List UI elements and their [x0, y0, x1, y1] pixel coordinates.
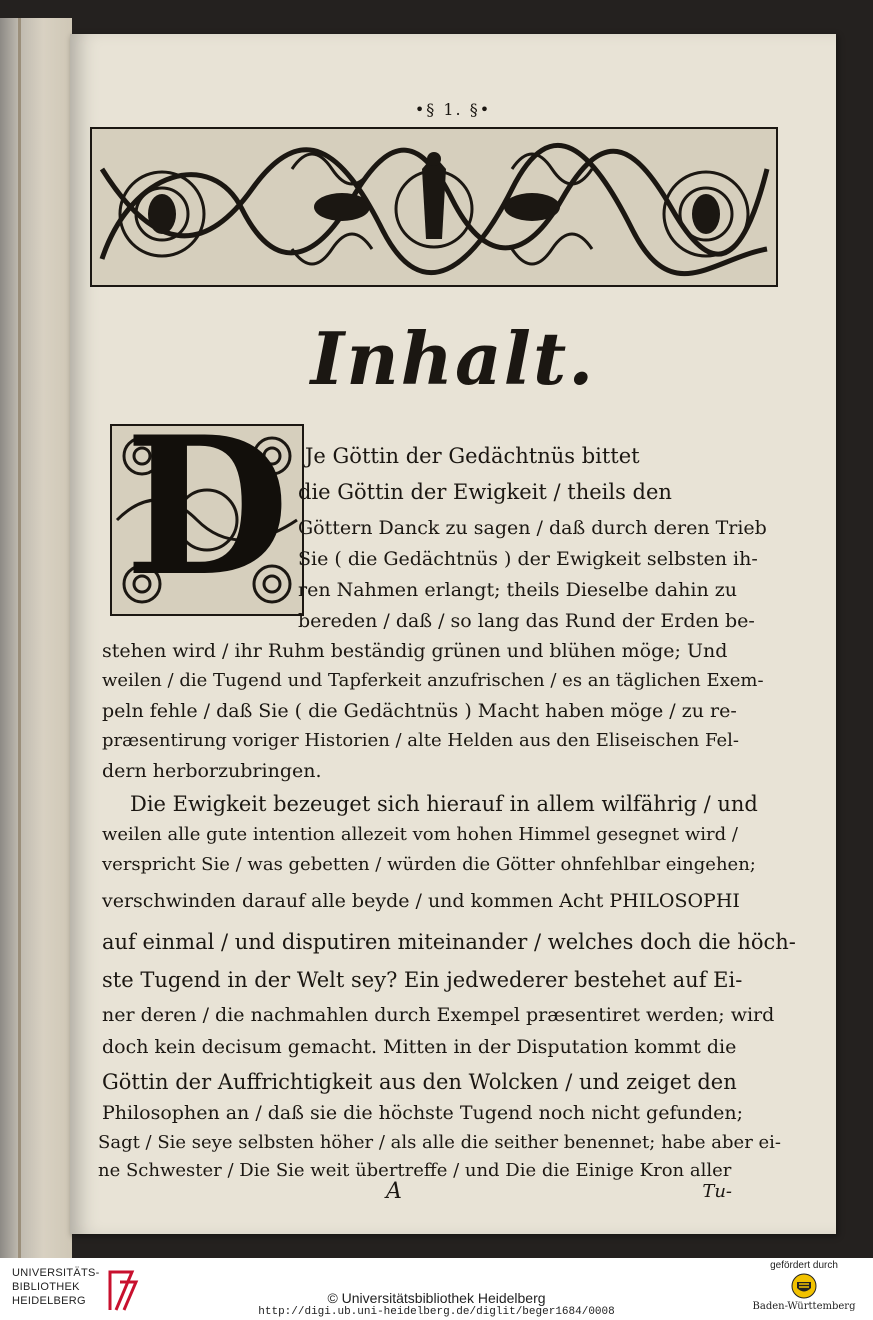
text-line: Je Göttin der Gedächtnüs bittet: [305, 444, 640, 468]
text-line: Sie ( die Gedächtnüs ) der Ewigkeit selbsten ih-: [298, 548, 758, 570]
text-line: doch kein decisum gemacht. Mitten in der Disputation kommt die: [102, 1036, 737, 1058]
funder-name: Baden-Württemberg: [752, 1301, 856, 1312]
copyright-notice: © Universitätsbibliothek Heidelberg: [327, 1290, 546, 1306]
text-line: verschwinden darauf alle beyde / und kommen Acht PHILOSOPHI: [102, 890, 740, 912]
book-page: [70, 34, 836, 1234]
catchword: Tu-: [702, 1181, 732, 1202]
text-line: weilen / die Tugend und Tapferkeit anzufrischen / es an täglichen Exem-: [102, 670, 764, 691]
signature-mark: A: [386, 1179, 402, 1204]
drop-cap-letter: D: [124, 424, 290, 616]
text-line: Sagt / Sie seye selbsten höher / als alle die seither benennet; habe aber ei-: [98, 1132, 782, 1153]
funded-by-label: gefördert durch: [770, 1260, 838, 1271]
text-line: Göttin der Auffrichtigkeit aus den Wolcken / und zeiget den: [102, 1070, 737, 1094]
funder-block: [749, 1260, 859, 1312]
text-line: Göttern Danck zu sagen / daß durch deren Trieb: [298, 517, 767, 539]
text-line: ner deren / die nachmahlen durch Exempel præsentiret werden; wird: [102, 1004, 775, 1026]
text-line: weilen alle gute intention allezeit vom hohen Himmel gesegnet wird /: [102, 824, 738, 845]
text-line: die Göttin der Ewigkeit / theils den: [298, 480, 672, 504]
text-line: dern herborzubringen.: [102, 760, 322, 782]
text-line: stehen wird / ihr Ruhm beständig grünen und blühen möge; Und: [102, 640, 728, 662]
footer-bar: [0, 1258, 873, 1320]
state-seal-icon: [791, 1273, 817, 1299]
book-edge: [0, 18, 72, 1258]
text-line: ne Schwester / Die Sie weit übertreffe / und Die die Einige Kron aller: [98, 1160, 732, 1181]
library-name-line: UNIVERSITÄTS-: [12, 1267, 100, 1279]
text-line: verspricht Sie / was gebetten / würden die Götter ohnfehlbar eingehen;: [102, 854, 756, 875]
page-title: Inhalt.: [310, 316, 596, 401]
text-line: Die Ewigkeit bezeuget sich hierauf in allem wilfährig / und: [130, 792, 758, 816]
permalink[interactable]: http://digi.ub.uni-heidelberg.de/diglit/beger1684/0008: [258, 1306, 615, 1318]
decorated-initial: [110, 424, 304, 616]
library-name-line: BIBLIOTHEK: [12, 1281, 80, 1293]
text-line: præsentirung voriger Historien / alte Helden aus den Eliseischen Fel-: [102, 730, 739, 751]
library-name-line: HEIDELBERG: [12, 1295, 86, 1307]
text-line: Philosophen an / daß sie die höchste Tugend noch nicht gefunden;: [102, 1102, 744, 1124]
ornamental-headpiece: [90, 127, 778, 287]
text-line: bereden / daß / so lang das Rund der Erden be-: [298, 610, 755, 632]
text-line: ste Tugend in der Welt sey? Ein jedwederer bestehet auf Ei-: [102, 968, 743, 992]
text-line: ren Nahmen erlangt; theils Dieselbe dahin zu: [298, 579, 737, 601]
text-line: auf einmal / und disputiren miteinander / welches doch die höch-: [102, 930, 796, 954]
page-number: •§ 1. §•: [414, 100, 492, 119]
text-line: peln fehle / daß Sie ( die Gedächtnüs ) Macht haben möge / zu re-: [102, 700, 737, 722]
